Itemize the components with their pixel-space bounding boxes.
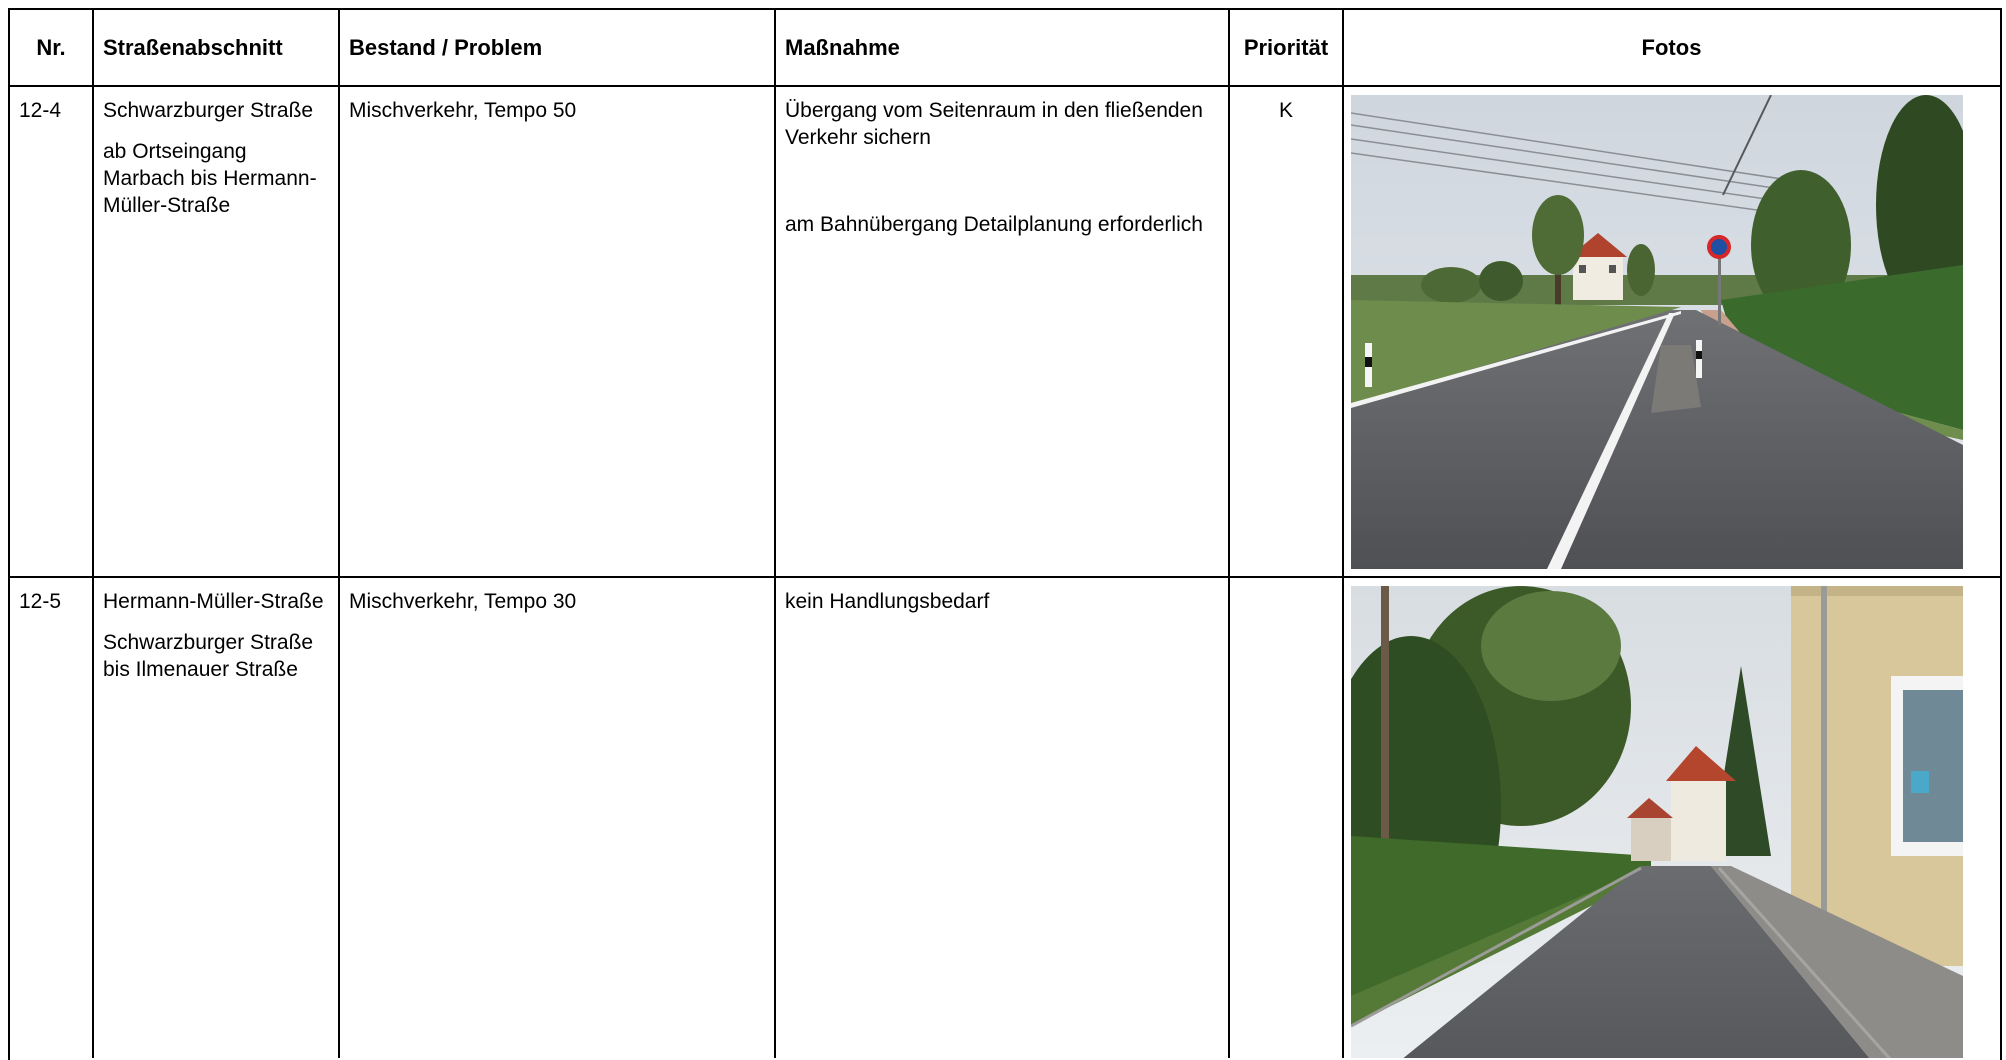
measure-text: am Bahnübergang Detailplanung erforderlich xyxy=(785,213,1203,236)
row-nr: 12-5 xyxy=(10,578,94,1058)
row-bestand: Mischverkehr, Tempo 50 xyxy=(340,87,776,576)
row-massnahme xyxy=(776,87,1230,576)
row-prioritaet: K xyxy=(1230,87,1344,576)
row-strassenabschnitt xyxy=(94,578,340,1058)
row-prioritaet xyxy=(1230,578,1344,1058)
section-range: ab Ortseingang Marbach bis Hermann-Müller-Straße xyxy=(103,140,317,217)
street-name: Hermann-Müller-Straße xyxy=(103,590,324,613)
row-foto xyxy=(1344,87,2000,576)
row-strassenabschnitt xyxy=(94,87,340,576)
measure-text: kein Handlungsbedarf xyxy=(785,590,990,613)
row-foto xyxy=(1344,578,2000,1058)
measures-table xyxy=(8,8,2002,1060)
row-massnahme xyxy=(776,578,1230,1058)
header-prioritaet: Priorität xyxy=(1230,10,1344,85)
street-photo-railroad-crossing xyxy=(1351,95,1963,569)
measure-text: Übergang vom Seitenraum in den fließenden Verkehr sichern xyxy=(785,99,1203,149)
header-fotos: Fotos xyxy=(1641,35,1702,60)
header-bestand-problem: Bestand / Problem xyxy=(340,10,776,85)
header-nr: Nr. xyxy=(10,10,94,85)
row-bestand: Mischverkehr, Tempo 30 xyxy=(340,578,776,1058)
table-row xyxy=(10,87,2000,578)
street-name: Schwarzburger Straße xyxy=(103,99,314,122)
header-strassenabschnitt: Straßenabschnitt xyxy=(94,10,340,85)
header-massnahme: Maßnahme xyxy=(776,10,1230,85)
street-photo-residential-road xyxy=(1351,586,1963,1058)
row-nr: 12-4 xyxy=(10,87,94,576)
table-row xyxy=(10,578,2000,1058)
section-range: Schwarzburger Straße bis Ilmenauer Straße xyxy=(103,631,314,681)
table-header-row xyxy=(10,10,2000,87)
